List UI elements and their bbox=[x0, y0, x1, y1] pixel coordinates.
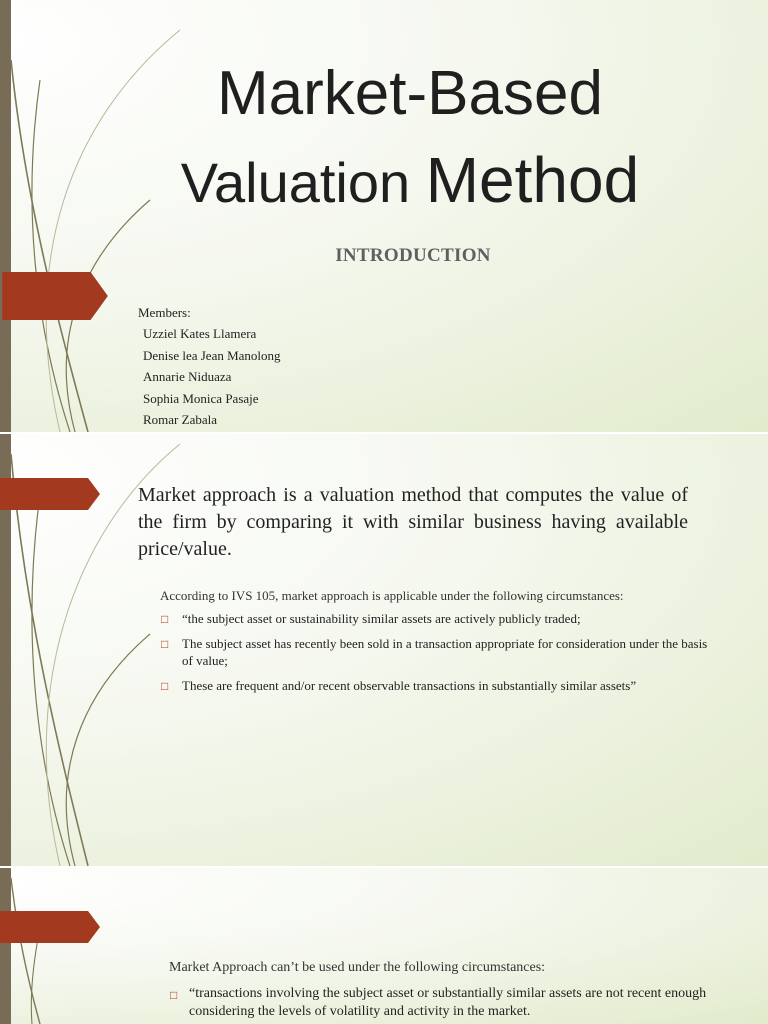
chevron-tab-icon bbox=[0, 911, 102, 943]
list-item bbox=[169, 985, 709, 1021]
member-name: Romar Zabala bbox=[143, 412, 217, 427]
list-item-text: These are frequent and/or recent observable transactions in substantially similar assets” bbox=[182, 678, 637, 693]
square-bullet-icon: □ bbox=[170, 988, 178, 1002]
list-item bbox=[160, 677, 720, 694]
list-item-text: “the subject asset or sustainability similar assets are actively publicly traded; bbox=[182, 611, 581, 626]
member-name: Sophia Monica Pasaje bbox=[143, 390, 259, 406]
chevron-tab-icon bbox=[0, 478, 102, 510]
intro-text: According to IVS 105, market approach is applicable under the following circumstances: bbox=[160, 588, 624, 603]
members-list bbox=[138, 303, 281, 431]
chevron-tab-icon bbox=[0, 272, 112, 320]
square-bullet-icon: □ bbox=[161, 612, 169, 626]
title-line-2 bbox=[0, 144, 768, 216]
list-item bbox=[160, 610, 720, 627]
square-bullet-icon: □ bbox=[161, 679, 169, 693]
member-name: Denise lea Jean Manolong bbox=[143, 347, 281, 363]
intro-text: Market Approach can’t be used under the following circumstances: bbox=[169, 960, 546, 975]
title-part-b: Method bbox=[425, 144, 640, 216]
lead-paragraph: Market approach is a valuation method that computes the value of the firm by comparing it with similar business having available price/value. bbox=[138, 484, 688, 560]
slide-market-approach bbox=[0, 434, 768, 866]
square-bullet-icon: □ bbox=[161, 637, 169, 651]
slide-title bbox=[0, 0, 768, 432]
members-label: Members: bbox=[138, 305, 191, 320]
slide-limitations bbox=[0, 868, 768, 1024]
title-part-a: Valuation bbox=[180, 151, 426, 214]
member-name: Uzziel Kates Llamera bbox=[143, 326, 257, 341]
bullet-list bbox=[169, 985, 709, 1021]
list-item-text: The subject asset has recently been sold in a transaction appropriate for consideration under the basis of value; bbox=[182, 636, 708, 668]
member-name: Annarie Niduaza bbox=[143, 369, 232, 384]
list-item-text: “transactions involving the subject asset or substantially similar assets are not recent enough considering the levels of volatility and activity in the market. bbox=[189, 986, 707, 1019]
list-item bbox=[160, 635, 720, 669]
subtitle: INTRODUCTION bbox=[335, 245, 491, 266]
bullet-list bbox=[160, 610, 720, 702]
title-line-1: Market-Based bbox=[217, 59, 603, 128]
